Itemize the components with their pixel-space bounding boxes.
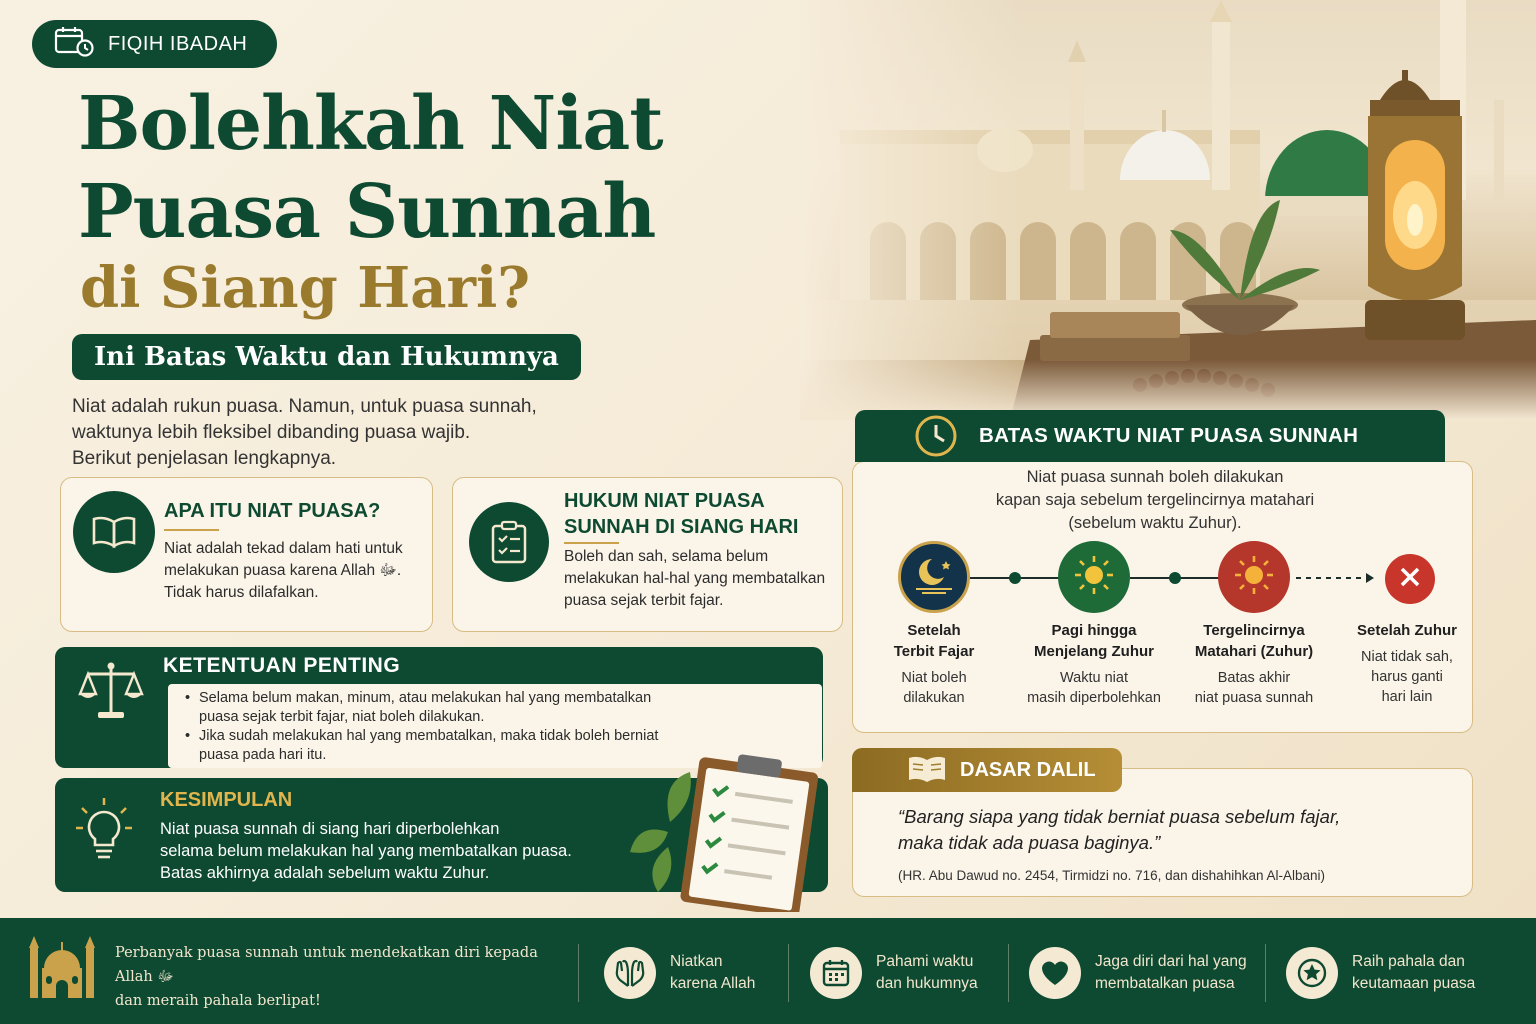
timeline-desc-line: Niat tidak sah, — [1361, 649, 1453, 665]
ketentuan-title: KETENTUAN PENTING — [163, 654, 401, 677]
star-icon — [1286, 947, 1338, 999]
list-item — [185, 689, 805, 727]
footer-item-text — [670, 951, 755, 995]
timeline-desc-setelah-zuhur — [1322, 647, 1492, 707]
batas-waktu-desc-line: (sebelum waktu Zuhur). — [1068, 514, 1242, 532]
batas-waktu-desc-line: kapan saja sebelum tergelincirnya matahari — [995, 491, 1315, 509]
timeline-connectors — [970, 570, 1390, 588]
timeline-step-fajar — [898, 541, 970, 613]
footer-item-line: membatalkan puasa — [1095, 975, 1235, 992]
crescent-moon-icon — [912, 555, 956, 600]
timeline-desc-line: Waktu niat — [1060, 670, 1128, 686]
footer-message-line: dan meraih pahala berlipat! — [115, 993, 321, 1009]
footer-message — [115, 941, 575, 1013]
badge-label: FIQIH IBADAH — [108, 32, 248, 55]
gold-divider — [164, 529, 219, 531]
timeline-desc-fajar — [849, 668, 1019, 708]
card-hukum-text — [564, 546, 834, 612]
card-niat-line: melakukan puasa karena Allah ﷻ. — [164, 562, 402, 579]
footer-item-line: Raih pahala dan — [1352, 953, 1465, 970]
kesimpulan-line: Batas akhirnya adalah sebelum waktu Zuhur. — [160, 864, 490, 882]
mosque-icon — [24, 928, 100, 1007]
timeline-label-zuhur — [1169, 620, 1339, 662]
intro-paragraph — [72, 394, 592, 472]
timeline-desc-zuhur — [1169, 668, 1339, 708]
footer-divider — [578, 944, 579, 1002]
timeline-desc-line: masih diperbolehkan — [1027, 690, 1161, 706]
footer-item-text — [1352, 951, 1475, 995]
card-hukum-title-line: SUNNAH DI SIANG HARI — [564, 516, 799, 538]
footer-item-waktu — [810, 945, 978, 1001]
checklist-icon — [469, 502, 549, 582]
timeline-label-setelah-zuhur — [1322, 620, 1492, 641]
card-niat-puasa — [60, 477, 433, 632]
ketentuan-line: puasa pada hari itu. — [199, 747, 327, 763]
footer-divider — [788, 944, 789, 1002]
card-hukum-line: puasa sejak terbit fajar. — [564, 592, 724, 609]
page-subtitle: Ini Batas Waktu dan Hukumnya — [72, 334, 581, 380]
title-line-3: di Siang Hari? — [80, 255, 531, 321]
footer-item-pahala — [1286, 945, 1475, 1001]
dasar-dalil-header — [852, 748, 1122, 792]
sun-icon — [1232, 553, 1276, 602]
footer-item-text — [1095, 951, 1247, 995]
card-hukum-title — [564, 488, 798, 540]
clipboard-illustration — [628, 752, 828, 917]
dasar-dalil-source: (HR. Abu Dawud no. 2454, Tirmidzi no. 716, dan dishahihkan Al-Albani) — [898, 868, 1325, 883]
scales-icon — [78, 660, 144, 727]
footer-divider — [1008, 944, 1009, 1002]
timeline-label-line: Pagi hingga — [1051, 622, 1137, 639]
timeline-desc-line: hari lain — [1381, 689, 1433, 705]
timeline-label-line: Setelah — [907, 622, 961, 639]
ketentuan-line: • Jika sudah melakukan hal yang membatalkan, maka tidak boleh berniat — [199, 728, 659, 744]
timeline-step-zuhur — [1218, 541, 1290, 613]
heart-icon — [1029, 947, 1081, 999]
footer-message-line: Perbanyak puasa sunnah untuk mendekatkan diri kepada Allah ﷻ — [115, 945, 538, 985]
intro-line: Berikut penjelasan lengkapnya. — [72, 448, 337, 469]
calendar-clock-icon — [54, 25, 94, 63]
card-niat-line: Tidak harus dilafalkan. — [164, 584, 319, 601]
footer-item-line: keutamaan puasa — [1352, 975, 1476, 992]
x-mark-icon — [1399, 566, 1421, 593]
dalil-quote-line: “Barang siapa yang tidak berniat puasa sebelum fajar, — [898, 806, 1341, 827]
dalil-quote-line: maka tidak ada puasa baginya.” — [898, 832, 1161, 853]
timeline-desc-line: Niat boleh — [901, 670, 967, 686]
footer-divider — [1265, 944, 1266, 1002]
timeline-desc-pagi — [1009, 668, 1179, 708]
batas-waktu-title: BATAS WAKTU NIAT PUASA SUNNAH — [979, 424, 1359, 447]
kesimpulan-text — [160, 818, 640, 884]
batas-waktu-desc — [940, 466, 1370, 535]
footer-item-line: Jaga diri dari hal yang — [1095, 953, 1247, 970]
footer-item-niat — [604, 945, 755, 1001]
clock-icon — [913, 413, 959, 464]
timeline-desc-line: dilakukan — [903, 690, 965, 706]
footer-item-line: dan hukumnya — [876, 975, 978, 992]
card-hukum-title-line: HUKUM NIAT PUASA — [564, 490, 765, 512]
card-niat-title: APA ITU NIAT PUASA? — [164, 500, 381, 522]
category-badge — [32, 20, 277, 68]
card-hukum-line: melakukan hal-hal yang membatalkan — [564, 570, 826, 587]
footer-item-line: Niatkan — [670, 953, 723, 970]
timeline-label-line: Terbit Fajar — [893, 643, 975, 660]
card-hukum-line: Boleh dan sah, selama belum — [564, 548, 769, 565]
timeline-label-line: Matahari (Zuhur) — [1194, 643, 1314, 660]
kesimpulan-line: selama belum melakukan hal yang membatalkan puasa. — [160, 842, 572, 860]
card-hukum-niat — [452, 477, 843, 632]
praying-hands-icon — [604, 947, 656, 999]
kesimpulan-title: KESIMPULAN — [160, 789, 293, 811]
timeline-label-line: Menjelang Zuhur — [1034, 643, 1154, 660]
footer-item-line: karena Allah — [670, 975, 756, 992]
open-book-icon — [906, 754, 948, 791]
card-niat-line: Niat adalah tekad dalam hati untuk — [164, 540, 403, 557]
ketentuan-line: puasa sejak terbit fajar, niat boleh dilakukan. — [199, 709, 485, 725]
footer-item-jaga — [1029, 945, 1247, 1001]
dasar-dalil-quote — [898, 804, 1398, 856]
dasar-dalil-title: DASAR DALIL — [960, 758, 1096, 781]
calendar-icon — [810, 947, 862, 999]
timeline-label-fajar — [849, 620, 1019, 662]
timeline-label-line: Tergelincirnya — [1203, 622, 1305, 639]
timeline-desc-line: niat puasa sunnah — [1194, 690, 1314, 706]
timeline-desc-line: harus ganti — [1371, 669, 1443, 685]
timeline-desc-line: Batas akhir — [1217, 670, 1291, 686]
intro-line: waktunya lebih fleksibel dibanding puasa wajib. — [72, 422, 471, 443]
sun-icon — [1072, 553, 1116, 602]
title-line-1: Bolehkah Niat — [78, 81, 663, 167]
page-title — [78, 80, 663, 256]
lightbulb-icon — [74, 796, 134, 871]
timeline-label-line: Setelah Zuhur — [1356, 622, 1457, 639]
hero-mosque-image — [800, 0, 1536, 420]
title-line-2: Puasa Sunnah — [78, 169, 656, 255]
footer-item-line: Pahami waktu — [876, 953, 974, 970]
batas-waktu-desc-line: Niat puasa sunnah boleh dilakukan — [1026, 468, 1284, 486]
timeline-step-setelah-zuhur — [1385, 554, 1435, 604]
open-book-icon — [73, 491, 155, 573]
footer-item-text — [876, 951, 978, 995]
card-niat-text — [164, 538, 424, 604]
intro-line: Niat adalah rukun puasa. Namun, untuk puasa sunnah, — [72, 396, 537, 417]
gold-divider — [564, 542, 619, 544]
timeline-label-pagi — [1009, 620, 1179, 662]
timeline-step-pagi — [1058, 541, 1130, 613]
ketentuan-line: • Selama belum makan, minum, atau melakukan hal yang membatalkan — [199, 690, 652, 706]
kesimpulan-line: Niat puasa sunnah di siang hari diperbolehkan — [160, 820, 500, 838]
